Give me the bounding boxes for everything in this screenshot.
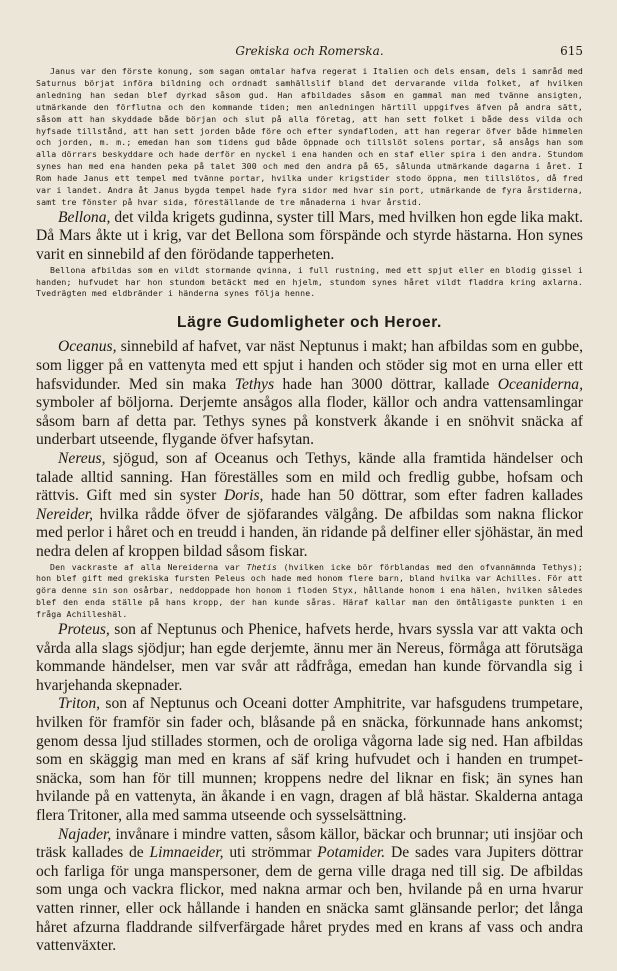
triton-term: Triton, xyxy=(58,695,101,713)
tethys-term: Tethys xyxy=(234,375,275,393)
nereus-text-3: hvilka rådde öfver de sjöfarandes välgång. De afbildas som nakna flickor med perlor i håret och en treudd i handen, än ridande på delfiner eller sjöhästar, än med nedra delen af kroppen bildad såsom fiskar. xyxy=(36,505,583,560)
running-head xyxy=(36,44,583,62)
thetis-note-text-2: (hvilken icke bör förblandas med den ofvannämnda Tethys); hon blef gift med grekiska fursten Peleus och hade med honom flere barn, bland hvilka var Achilles. För att göra denne sin son osårbar, neddoppade hon honom i floden Styx, hållande honom i ena hälen, hvilken således blef den enda ställe på hans kropp, der han kunde såras. Häraf kallar man den ömtåligaste punkten i en fråga Achilleshäl. xyxy=(36,561,583,620)
oceanus-text-2: hade han 3000 döttrar, kallade xyxy=(274,375,498,393)
nereus-term: Nereus, xyxy=(58,449,106,467)
page-number: 615 xyxy=(560,44,583,58)
najader-paragraph xyxy=(36,826,583,956)
nereus-paragraph xyxy=(36,450,583,562)
nereus-text-2: hade han 50 döttrar, som efter fadren kallades xyxy=(263,487,583,505)
limnaeider-term: Limnaeider, xyxy=(149,844,224,862)
thetis-note xyxy=(36,562,583,622)
triton-text: son af Neptunus och Oceani dotter Amphitrite, var hafsgudens trumpetare, hvilken för framför sin fader och, blåsande på en snäcka, förkunnade hans ankomst; genom dessa ljud stillades stormen, och de oroliga vågorna lade sig ned. Han afbildas som en skäggig man med en krans af säf kring hufvudet och i handen en trumpet-snäcka, som han för till munnen; kroppens nedre del liknar en fisk; än synes han hvilande på en vattenyta, än åkande i en vagn, dragen af blå hästar. Skalderna antaga flera Tritoner, alla med samma utseende och sysselsättning. xyxy=(36,695,583,824)
bellona-note: Bellona afbildas som en vildt stormande qvinna, i full rustning, med ett spjut eller en blodig gissel i handen; hufvudet har hon stundom betäckt med en hjelm, stundom synes håret vildt fladdra kring axlarna. Tvedrägten med eldbränder i händerna synes följa henne. xyxy=(36,264,583,299)
oceaniderna-term: Oceaniderna, xyxy=(497,375,583,393)
body-text xyxy=(36,66,583,956)
proteus-paragraph xyxy=(36,621,583,695)
janus-paragraph: Janus var den förste konung, som sagan omtalar hafva regerat i Italien och dels ensam, dels i samråd med Saturnus börjat införa bildning och ordnadt samhällslif bland det dervarande vilda folket, af hvilken anledning han sedan blef dyrkad såsom gud. Han afbildades såsom en gammal man med tvänne ansigten, utmärkande den förflutna och den kommande tiden; men anledningen härtill uppgifves äfven på andra sätt, såsom att han skyddade både början och slut på alla företag, att han sett folket i både dess vilda och hyfsade tillstånd, att han sett jorden både före och efter syndafloden, att han regerar öfver både himmelen och jorden, m. m.; emedan han som tidens gud både öppnade och tillslöt solens portar, så ansågs han som alla dörrars beskyddare och hade derför en nyckel i ena handen och en staf eller spira i den andra. Stundom synes han med ena handen peka på talet 300 och med den andra på 65, sålunda utmärkande dagarna i året. I Rom hade Janus ett tempel med tvänne portar, hvilka under krigstider stodo öppna, men tillslötos, då fred var i landet. Andra åt Janus bygda tempel hade fyra sidor med hvar sin port, utmärkande de fyra årstiderna, samt tre fönster på hvar sida, föreställande de tre månaderna i hvar årstid. xyxy=(36,66,583,207)
nereider-term: Nereider, xyxy=(36,505,94,523)
proteus-term: Proteus, xyxy=(58,621,110,639)
nereus-text-1: sjögud, son af Oceanus och Tethys, kände alla framtida händelser och talade alltid sanning. Han föreställes som en mild och fredlig gubbe, hofsam och rättvis. Gift med sin syster xyxy=(36,449,583,505)
oceanus-text-1: sinnebild af hafvet, var näst Neptunus i makt; han afbildas som en gubbe, som ligger på en vattenyta med ett spjut i handen och stöder sig mot en urna eller ett hafsvidunder. Med sin maka xyxy=(36,338,583,393)
triton-paragraph xyxy=(36,695,583,825)
thetis-note-text-1: Den vackraste af alla Nereiderna var xyxy=(50,561,247,572)
najader-text-2: uti strömmar xyxy=(223,844,318,862)
bellona-paragraph xyxy=(36,209,583,265)
bellona-term: Bellona, xyxy=(58,208,111,226)
running-title: Grekiska och Romerska. xyxy=(235,44,384,58)
thetis-term: Thetis xyxy=(246,561,277,572)
najader-term: Najader, xyxy=(58,825,112,843)
oceanus-paragraph xyxy=(36,338,583,450)
doris-term: Doris, xyxy=(224,487,264,505)
section-heading: Lägre Gudomligheter och Heroer. xyxy=(177,314,442,332)
potamider-term: Potamider. xyxy=(317,844,386,862)
bellona-text: det vilda krigets gudinna, syster till Mars, med hvilken hon egde lika makt. Då Mars åkte ut i krig, var det Bellona som förspände och styrde hästarna. Hon synes varit en sinnebild af den förödande tapperheten. xyxy=(36,208,583,264)
oceanus-term: Oceanus, xyxy=(58,338,117,356)
oceanus-text-3: symboler af böljorna. Derjemte ansågos alla floder, källor och andra vattensamlingar såsom barn af detta par. Tethys synes på konstverk åkande i en snöhvit snäcka af underbart utseende, flygande öfver hafsytan. xyxy=(36,394,583,449)
najader-text-3: De sades vara Jupiters döttrar och farliga för unga manspersoner, dem de gerna ville draga ned till sig. De afbildas som unga och vackra flickor, med nakna armar och ben, hvilande på en urna hvarur vatten rinner, eller ock hållande i handen en snäcka samt glänsande perlor; det långa håret afzurna fladdrande silfverfärgade håret prydes med en krans af vass och andra vattenväxter. xyxy=(36,844,583,955)
najader-text-1: invånare i mindre vatten, såsom källor, bäckar och brunnar; uti insjöar och träsk kallades de xyxy=(36,825,583,862)
proteus-text: son af Neptunus och Phenice, hafvets herde, hvars syssla var att vakta och vårda alla slags sjödjur; han egde derjemte, ännu mer än Nereus, förmåga att förutsäga kommande händelser, men var svår att rådfråga, emedan han kunde förvandla sig i hvarjehanda skepnader. xyxy=(36,621,583,694)
